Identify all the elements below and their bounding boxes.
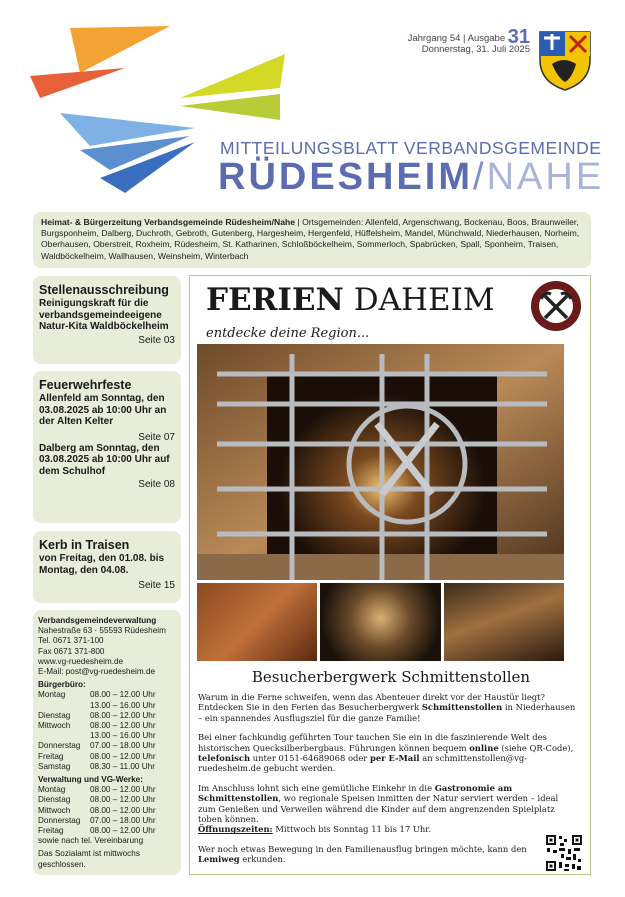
admin-fax: Fax 0671 371-800 xyxy=(38,646,105,656)
hours-time: 07.00 – 18.00 Uhr xyxy=(90,741,156,751)
hours-day xyxy=(38,701,90,711)
fire-text-allenfeld: Allenfeld am Sonntag, den 03.08.2025 ab 10:00 Uhr an der Alten Kelter xyxy=(39,393,167,427)
fire-page-allenfeld: Seite 07 xyxy=(138,431,175,443)
municipalities-band xyxy=(33,212,591,268)
masthead-title-line2 xyxy=(218,156,604,199)
fire-text-dalberg: Dalberg am Sonntag, den 03.08.2025 ab 10:00 Uhr auf dem Schulhof xyxy=(39,442,170,477)
admin-street: Nahestraße 63 · 55593 Rüdesheim xyxy=(38,626,166,636)
hours-time: 08.00 – 12.00 Uhr xyxy=(90,721,156,731)
admin-tel: Tel. 0671 371-100 xyxy=(38,636,104,646)
title-nahe: NAHE xyxy=(486,156,605,198)
admin-address xyxy=(38,616,176,677)
feature-article xyxy=(189,275,591,875)
hours-day: Montag xyxy=(38,690,66,700)
hours-time: 08.00 – 12.00 Uhr xyxy=(90,785,156,795)
article-heading: Besucherbergwerk Schmittenstollen xyxy=(251,668,531,686)
hours-day: Mittwoch xyxy=(38,721,71,731)
hours-day: Mittwoch xyxy=(38,805,71,815)
issue-info xyxy=(380,26,530,55)
thumbnail-mine-tunnel xyxy=(320,583,440,661)
thumbnail-rock-wall xyxy=(197,583,317,661)
paragraph-lemiweg: Wer noch etwas Bewegung in den Familienausflug bringen möchte, kann den Lemiweg erkunden. xyxy=(198,843,527,865)
fire-title: Feuerwehrfeste xyxy=(39,378,132,392)
hours-day: Samstag xyxy=(38,761,71,771)
job-box[interactable] xyxy=(33,276,181,364)
issue-prefix: Jahrgang 54 | Ausgabe xyxy=(407,33,506,44)
paragraph-gastronomy: Im Anschluss lohnt sich eine gemütliche Einkehr in die Gastronomie am Schmittenstollen, wo regionale Speisen inmitten der Natur serviert werden – ideal zum Genießen und Verweilen während die Kinder auf dem angrenzenden Spielplatz toben können. Öffnungszeiten: Mittwoch bis Sonntag 11 bis 17 Uhr. xyxy=(198,782,559,835)
kerb-text: von Freitag, den 01.08. bis Montag, den 04.08. xyxy=(39,553,165,576)
tagline: entdecke deine Region... xyxy=(206,326,370,341)
hours-time: 13.00 – 16.00 Uhr xyxy=(90,731,156,741)
hours-time: 08.00 – 12.00 Uhr xyxy=(90,795,156,805)
issue-date: Donnerstag, 31. Juli 2025 xyxy=(421,44,530,55)
daheim-word: DAHEIM xyxy=(353,282,495,318)
hours-day: Dienstag xyxy=(38,710,71,720)
fire-page-dalberg: Seite 08 xyxy=(138,479,175,490)
masthead-title-line1: MITTEILUNGSBLATT VERBANDSGEMEINDE xyxy=(220,138,602,158)
band-text: | Ortsgemeinden: Allenfeld, Argenschwang, Bockenau, Boos, Braunweiler, Burgsponheim, Dalberg, Duchroth, Gebroth, Gutenberg, Hargesheim, Hergenfeld, Hüffelsheim, Mandel, Münchwald, Niederhausen, Norheim, Oberhausen, Oberstreit, Roxheim, Rüdesheim, St. Katharinen, Schloßböckelheim, Sommerloch, Spabrücken, Spall, Sponheim, Traisen, Waldböckelheim, Wallhausen, Weinsheim, Winterbach xyxy=(41,217,580,261)
hours-time: 08.00 – 12.00 Uhr xyxy=(90,690,156,700)
photo-thumbnails xyxy=(197,583,564,661)
band-lead: Heimat- & Bürgerzeitung Verbandsgemeinde Rüdesheim/Nahe xyxy=(41,217,296,227)
hours-day: Donnerstag xyxy=(38,815,81,825)
sozial-note: Das Sozialamt ist mittwochs geschlossen. xyxy=(38,849,140,869)
buero-hours xyxy=(38,690,176,772)
mine-badge-icon xyxy=(530,280,582,332)
kerb-box[interactable] xyxy=(33,531,181,603)
werke-title: Verwaltung und VG-Werke: xyxy=(38,775,143,785)
werke-note: sowie nach tel. Vereinbarung xyxy=(38,836,144,846)
thumbnail-mine-cart xyxy=(444,583,564,661)
hours-time: 07.00 – 18.00 Uhr xyxy=(90,815,156,825)
kerb-title: Kerb in Traisen xyxy=(39,538,130,552)
paragraph-tours: Bei einer fachkundig geführten Tour tauchen Sie ein in die faszinierende Welt des historischen Quecksilberbergbaus. Führungen können bequem online (siehe QR-Code), telefonisch unter 0151-64689068 oder per E-Mail an schmittenstollen@vg-ruedesheim.de gebucht werden. xyxy=(198,732,574,774)
admin-name: Verbandsgemeindeverwaltung xyxy=(38,616,157,625)
title-slash: / xyxy=(473,156,487,198)
hours-day: Donnerstag xyxy=(38,741,81,751)
qr-code-icon[interactable] xyxy=(545,834,583,872)
hours-time: 08.30 – 11.00 Uhr xyxy=(90,761,155,771)
buero-title: Bürgerbüro: xyxy=(38,680,86,690)
hours-time: 08.00 – 12.00 Uhr xyxy=(90,805,156,815)
mine-gate-photo xyxy=(197,344,564,580)
admin-email[interactable]: E-Mail: post@vg-ruedesheim.de xyxy=(38,667,156,677)
hours-time: 08.00 – 12.00 Uhr xyxy=(90,826,156,836)
admin-web[interactable]: www.vg-ruedesheim.de xyxy=(38,656,124,666)
hours-day: Freitag xyxy=(38,751,64,761)
hours-day: Dienstag xyxy=(38,795,71,805)
hours-day: Montag xyxy=(38,785,66,795)
werke-hours xyxy=(38,785,176,836)
coat-of-arms-icon xyxy=(538,30,592,92)
administration-box xyxy=(33,610,181,875)
hours-day xyxy=(38,731,90,741)
paragraph-intro: Warum in die Ferne schweifen, wenn das Abenteuer direkt vor der Haustür liegt? Entdecken Sie in den Ferien das Besucherbergwerk Schmittenstollen in Niederhausen – ein spannendes Ausflugsziel für die ganze Familie! xyxy=(198,692,576,723)
hours-time: 08.00 – 12.00 Uhr xyxy=(90,710,156,720)
hours-time: 13.00 – 16.00 Uhr xyxy=(90,700,156,710)
ferien-word: FERIEN xyxy=(206,282,344,318)
ferien-daheim-heading xyxy=(206,282,495,318)
article-body xyxy=(198,692,578,874)
job-title: Stellenausschreibung xyxy=(39,283,169,297)
hours-day: Freitag xyxy=(38,826,64,836)
issue-number: 31 xyxy=(507,26,530,48)
hours-time: 08.00 – 12.00 Uhr xyxy=(90,751,156,761)
fire-festival-box[interactable] xyxy=(33,371,181,523)
kerb-page: Seite 15 xyxy=(138,580,175,591)
job-text: Reinigungskraft für die verbandsgemeindeeigene Natur-Kita Waldböckelheim xyxy=(39,298,169,332)
job-page: Seite 03 xyxy=(138,334,175,346)
title-ruedesheim: RÜDESHEIM xyxy=(218,156,474,198)
